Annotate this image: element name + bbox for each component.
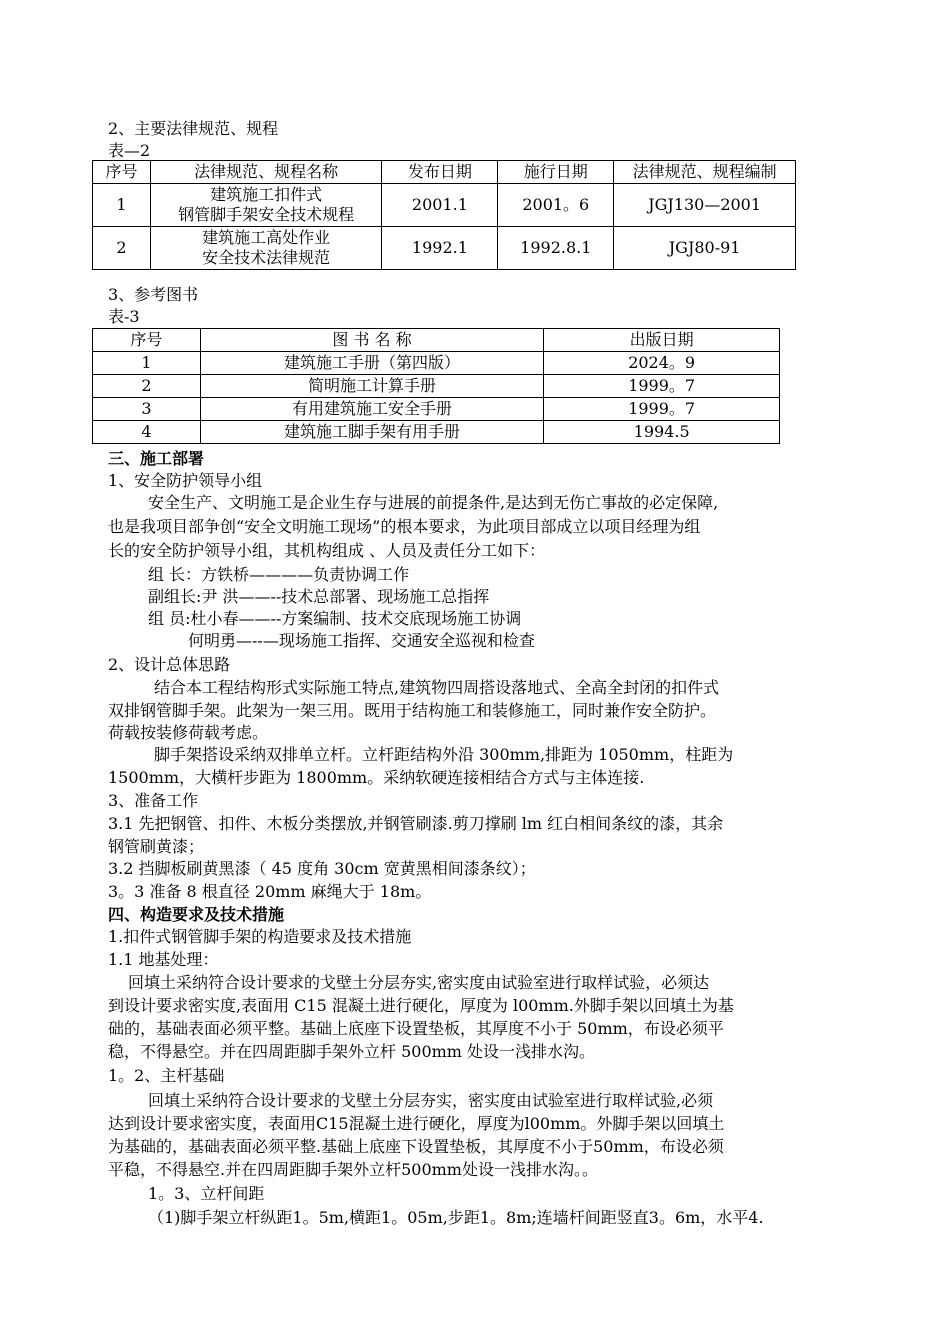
publish-date: 2001.1 — [382, 184, 498, 227]
effective-date: 2001。6 — [498, 184, 614, 227]
regulation-code: JGJ80-91 — [614, 227, 796, 270]
table-row — [93, 398, 780, 421]
table-row — [93, 227, 796, 270]
paragraph-line: 3.1 先把钢管、扣件、木板分类摆放,并钢管刷漆.剪刀撑刷 lm 红白相间条纹的漆，其余 — [108, 814, 724, 833]
paragraph-line: 回填土采纳符合设计要求的戈壁土分层夯实，密实度由试验室进行取样试验,必须 — [148, 1091, 714, 1110]
paragraph-line: 础的，基础表面必须平整。基础上底座下设置垫板，其厚度不小于 50mm，布设必须平 — [108, 1019, 724, 1038]
regulation-code: JGJ130—2001 — [614, 184, 796, 227]
row-number: 1 — [93, 184, 151, 227]
paragraph-line: 稳，不得悬空。并在四周距脚手架外立杆 500mm 处设一浅排水沟。 — [108, 1042, 596, 1061]
subsection-heading: 1。2、主杆基础 — [108, 1066, 225, 1085]
regulation-name-line: 安全技术法律规范 — [202, 248, 331, 267]
book-title: 建筑施工手册（第四版） — [200, 352, 543, 375]
table-header-cell: 施行日期 — [498, 161, 614, 184]
regulation-name-line: 建筑施工高处作业 — [202, 228, 331, 247]
regulation-name — [150, 227, 382, 270]
paragraph-line: 达到设计要求密实度，表面用C15混凝土进行硬化，厚度为l00mm。外脚手架以回填土 — [108, 1114, 725, 1133]
book-title: 有用建筑施工安全手册 — [200, 398, 543, 421]
subsection-heading: 1。3、立杆间距 — [148, 1184, 265, 1203]
paragraph-line: （1)脚手架立杆纵距1。5m,横距1。05m,步距1。8m;连墙杆间距竖直3。6m，水平4. — [148, 1208, 764, 1227]
table-header-row — [93, 329, 780, 352]
section-heading-references: 3、参考图书 — [108, 285, 199, 304]
regulation-name-line: 钢管脚手架安全技术规程 — [178, 205, 355, 224]
table-header-cell: 发布日期 — [382, 161, 498, 184]
publish-date: 1994.5 — [544, 421, 780, 444]
effective-date: 1992.8.1 — [498, 227, 614, 270]
table-row — [93, 421, 780, 444]
row-number: 1 — [93, 352, 201, 375]
publish-date: 1992.1 — [382, 227, 498, 270]
paragraph-line: 到设计要求密实度,表面用 C15 混凝土进行硬化，厚度为 l00mm.外脚手架以回填土为基 — [108, 996, 734, 1015]
table-row — [93, 184, 796, 227]
paragraph-line: 回填土采纳符合设计要求的戈壁土分层夯实,密实度由试验室进行取样试验，必须达 — [128, 973, 710, 992]
subsection-heading: 1、安全防护领导小组 — [108, 471, 263, 490]
subsection-heading: 1.1 地基处理： — [108, 950, 219, 969]
subsection-heading: 3、准备工作 — [108, 791, 199, 810]
table-header-cell: 出版日期 — [544, 329, 780, 352]
table2-caption: 表—2 — [108, 141, 151, 160]
table-header-cell: 图 书 名 称 — [200, 329, 543, 352]
paragraph-line: 3.2 挡脚板刷黄黑漆（ 45 度角 30cm 宽黄黑相间漆条纹）； — [108, 859, 536, 878]
paragraph-line: 为基础的，基础表面必须平整.基础上底座下设置垫板，其厚度不小于50mm，布设必须 — [108, 1137, 724, 1156]
publish-date: 2024。9 — [544, 352, 780, 375]
paragraph-line: 荷载按装修荷载考虑。 — [108, 723, 269, 742]
publish-date: 1999。7 — [544, 398, 780, 421]
paragraph-line: 3。3 准备 8 根直径 20mm 麻绳大于 18m。 — [108, 882, 432, 901]
publish-date: 1999。7 — [544, 375, 780, 398]
paragraph-line: 钢管刷黄漆； — [108, 837, 205, 856]
book-title: 建筑施工脚手架有用手册 — [200, 421, 543, 444]
regulation-name — [150, 184, 382, 227]
references-table — [92, 328, 780, 444]
table3-caption: 表-3 — [108, 307, 140, 326]
table-header-cell: 法律规范、规程编制 — [614, 161, 796, 184]
table-row — [93, 375, 780, 398]
part4-title: 四、构造要求及技术措施 — [108, 905, 285, 924]
paragraph-line: 脚手架搭设采纳双排单立杆。立杆距结构外沿 300mm,排距为 1050mm，柱距为 — [154, 745, 734, 764]
team-member-line: 组 员:杜小春——--方案编制、技术交底现场施工协调 — [148, 609, 522, 628]
team-member-line: 组 长：方铁桥————负责协调工作 — [148, 565, 410, 584]
row-number: 3 — [93, 398, 201, 421]
paragraph-line: 1500mm，大横杆步距为 1800mm。采纳软硬连接相结合方式与主体连接. — [108, 768, 645, 787]
row-number: 2 — [93, 227, 151, 270]
team-member-line: 副组长:尹 洪——--技术总部署、现场施工总指挥 — [148, 587, 490, 606]
row-number: 2 — [93, 375, 201, 398]
book-title: 简明施工计算手册 — [200, 375, 543, 398]
row-number: 4 — [93, 421, 201, 444]
table-header-cell: 序号 — [93, 329, 201, 352]
paragraph-line: 双排钢管脚手架。此架为一架三用。既用于结构施工和装修施工，同时兼作安全防护。 — [108, 701, 717, 720]
subsection-heading: 2、设计总体思路 — [108, 655, 231, 674]
paragraph-line: 结合本工程结构形式实际施工特点,建筑物四周搭设落地式、全高全封闭的扣件式 — [154, 678, 720, 697]
paragraph-line: 长的安全防护领导小组，其机构组成 、人员及责任分工如下： — [108, 541, 546, 560]
subsection-heading: 1.扣件式钢管脚手架的构造要求及技术措施 — [108, 927, 412, 946]
paragraph-line: 平稳，不得悬空.并在四周距脚手架外立杆500mm处设一浅排水沟。。 — [108, 1160, 598, 1179]
paragraph-line: 也是我项目部争创“安全文明施工现场”的根本要求，为此项目部成立以项目经理为组 — [108, 517, 701, 536]
table-header-cell: 序号 — [93, 161, 151, 184]
section-heading-regulations: 2、主要法律规范、规程 — [108, 119, 279, 138]
table-header-row — [93, 161, 796, 184]
part3-title: 三、施工部署 — [108, 449, 205, 468]
table-header-cell: 法律规范、规程名称 — [150, 161, 382, 184]
team-member-line: 何明勇—--—现场施工指挥、交通安全巡视和检查 — [188, 631, 535, 650]
regulations-table — [92, 160, 796, 270]
table-row — [93, 352, 780, 375]
paragraph-line: 安全生产、文明施工是企业生存与进展的前提条件,是达到无伤亡事故的必定保障, — [148, 493, 719, 512]
regulation-name-line: 建筑施工扣件式 — [210, 185, 323, 204]
